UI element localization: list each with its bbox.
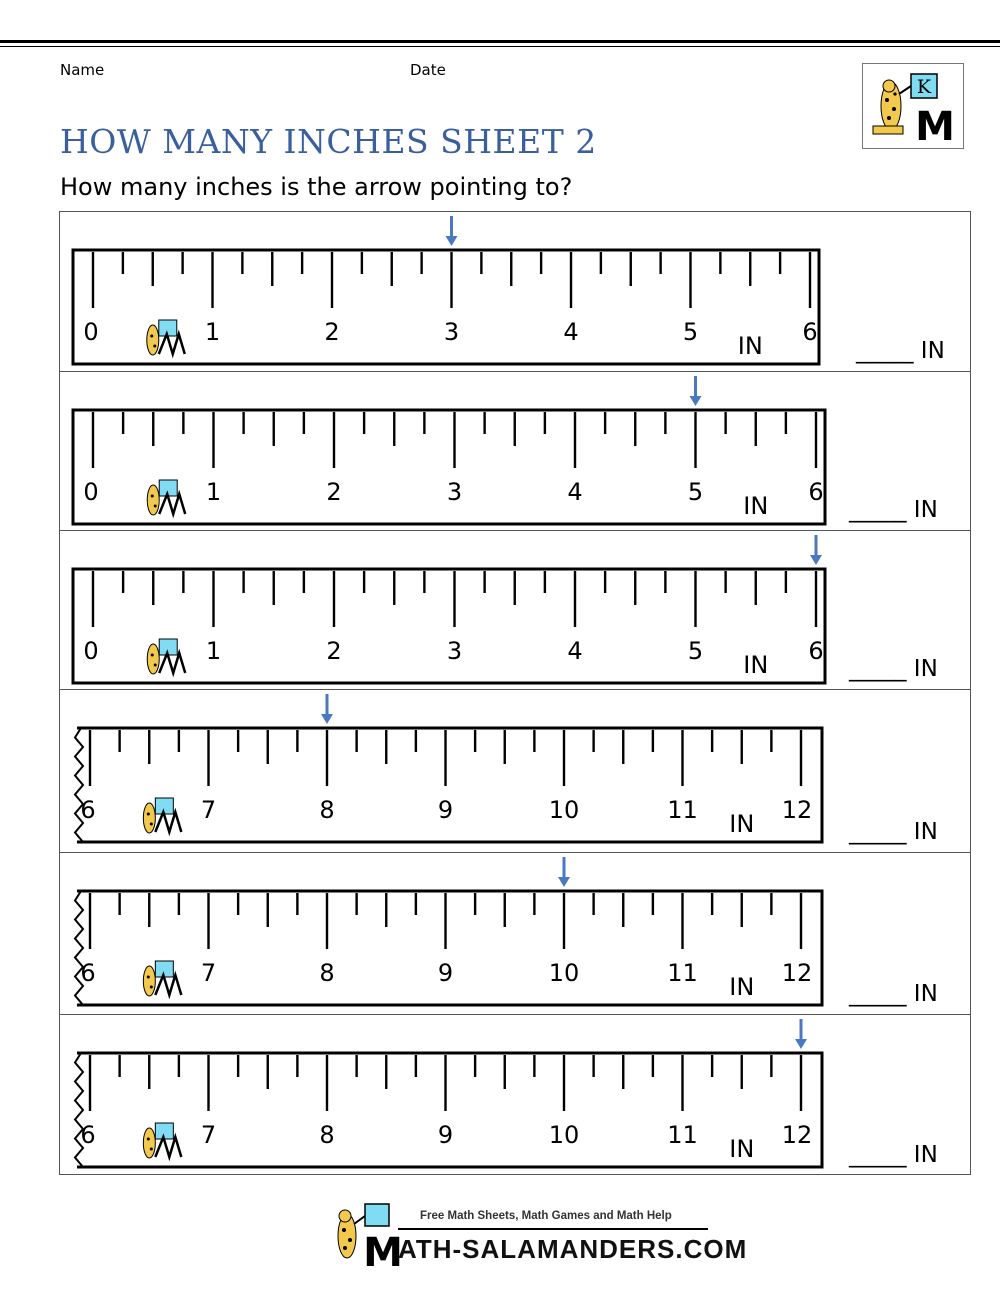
inch-label: 8	[319, 1121, 335, 1149]
pointer-arrow	[795, 1019, 807, 1049]
ruler	[60, 690, 970, 853]
top-rule-thin	[0, 46, 1000, 47]
logo-letter: K	[916, 76, 932, 98]
ruler-body	[73, 250, 819, 364]
inch-label: 1	[205, 478, 222, 506]
inch-label: 3	[443, 318, 460, 346]
logo-letter-m: M	[915, 104, 955, 148]
pointer-arrow	[446, 216, 458, 246]
inch-label: 5	[687, 637, 704, 665]
inch-label: 7	[200, 959, 217, 987]
inch-label: 6	[802, 318, 818, 346]
ruler-logo-icon	[143, 961, 181, 996]
unit-label: IN	[737, 332, 763, 360]
name-label: Name	[60, 61, 105, 79]
unit-label: IN	[743, 651, 769, 679]
unit-label: IN	[743, 492, 769, 520]
inch-label: 9	[437, 1121, 454, 1149]
answer-blank[interactable]: _____ IN	[849, 819, 938, 845]
inch-label: 12	[781, 959, 813, 987]
pointer-arrow	[321, 694, 333, 724]
question-row	[60, 853, 970, 1015]
answer-blank[interactable]: _____ IN	[849, 981, 938, 1007]
footer-site: ATH-SALAMANDERS.COM	[398, 1234, 748, 1264]
ruler-broken-edge	[75, 1053, 83, 1167]
ruler	[60, 853, 970, 1015]
ruler-body	[77, 728, 822, 842]
ruler-broken-edge	[75, 728, 83, 842]
inch-label: 6	[808, 478, 824, 506]
inch-label: 2	[324, 318, 340, 346]
ruler-body	[73, 410, 825, 524]
unit-label: IN	[729, 1135, 755, 1163]
inch-label: 3	[446, 478, 463, 506]
inch-label: 9	[437, 959, 454, 987]
answer-blank[interactable]: _____ IN	[849, 1142, 938, 1168]
inch-label: 0	[83, 318, 99, 346]
ruler-body	[73, 569, 825, 683]
inch-label: 10	[548, 796, 580, 824]
salamander-logo-icon	[863, 64, 963, 148]
answer-blank[interactable]: _____ IN	[849, 497, 938, 523]
top-rule	[0, 40, 1000, 43]
ruler-body	[77, 891, 822, 1005]
salamander-logo	[862, 63, 964, 149]
question-row	[60, 372, 970, 531]
ruler	[60, 531, 970, 690]
inch-label: 12	[781, 796, 813, 824]
inch-label: 4	[567, 637, 583, 665]
inch-label: 5	[682, 318, 699, 346]
inch-label: 6	[80, 959, 96, 987]
question-row	[60, 690, 970, 853]
ruler-logo-icon	[147, 639, 185, 674]
ruler-body	[77, 1053, 822, 1167]
inch-label: 6	[808, 637, 824, 665]
ruler-logo-icon	[147, 320, 185, 355]
page-title: HOW MANY INCHES SHEET 2	[60, 122, 597, 161]
footer-letter-m: M	[363, 1230, 403, 1270]
inch-label: 9	[437, 796, 454, 824]
pointer-arrow	[690, 376, 702, 406]
questions-table	[59, 211, 971, 1175]
inch-label: 4	[563, 318, 579, 346]
unit-label: IN	[729, 810, 755, 838]
inch-label: 2	[326, 637, 342, 665]
inch-label: 6	[80, 1121, 96, 1149]
inch-label: 7	[200, 796, 217, 824]
inch-label: 1	[205, 637, 222, 665]
inch-label: 5	[687, 478, 704, 506]
ruler-broken-edge	[75, 891, 83, 1005]
question-row	[60, 531, 970, 690]
footer-salamander-icon	[325, 1198, 405, 1270]
inch-label: 10	[548, 959, 580, 987]
inch-label: 3	[446, 637, 463, 665]
instruction-text: How many inches is the arrow pointing to?	[60, 173, 573, 201]
ruler-logo-icon	[143, 1123, 181, 1158]
inch-label: 8	[319, 796, 335, 824]
unit-label: IN	[729, 973, 755, 1001]
ruler	[60, 1015, 970, 1176]
date-label: Date	[410, 61, 446, 79]
inch-label: 12	[781, 1121, 813, 1149]
ruler-logo-icon	[147, 480, 185, 515]
ruler-logo-icon	[143, 798, 181, 833]
footer-tagline: Free Math Sheets, Math Games and Math Help	[420, 1210, 672, 1222]
inch-label: 11	[667, 796, 698, 824]
inch-label: 10	[548, 1121, 580, 1149]
pointer-arrow	[558, 857, 570, 887]
question-row	[60, 1015, 970, 1176]
answer-blank[interactable]: _____ IN	[849, 656, 938, 682]
footer-rule	[398, 1228, 708, 1230]
inch-label: 2	[326, 478, 342, 506]
answer-blank[interactable]: _____ IN	[856, 338, 945, 364]
inch-label: 0	[83, 478, 99, 506]
ruler	[60, 212, 970, 372]
inch-label: 4	[567, 478, 583, 506]
question-row	[60, 212, 970, 372]
inch-label: 0	[83, 637, 99, 665]
inch-label: 11	[667, 959, 698, 987]
inch-label: 11	[667, 1121, 698, 1149]
inch-label: 7	[200, 1121, 217, 1149]
inch-label: 8	[319, 959, 335, 987]
ruler	[60, 372, 970, 531]
pointer-arrow	[810, 535, 822, 565]
inch-label: 6	[80, 796, 96, 824]
inch-label: 1	[204, 318, 221, 346]
